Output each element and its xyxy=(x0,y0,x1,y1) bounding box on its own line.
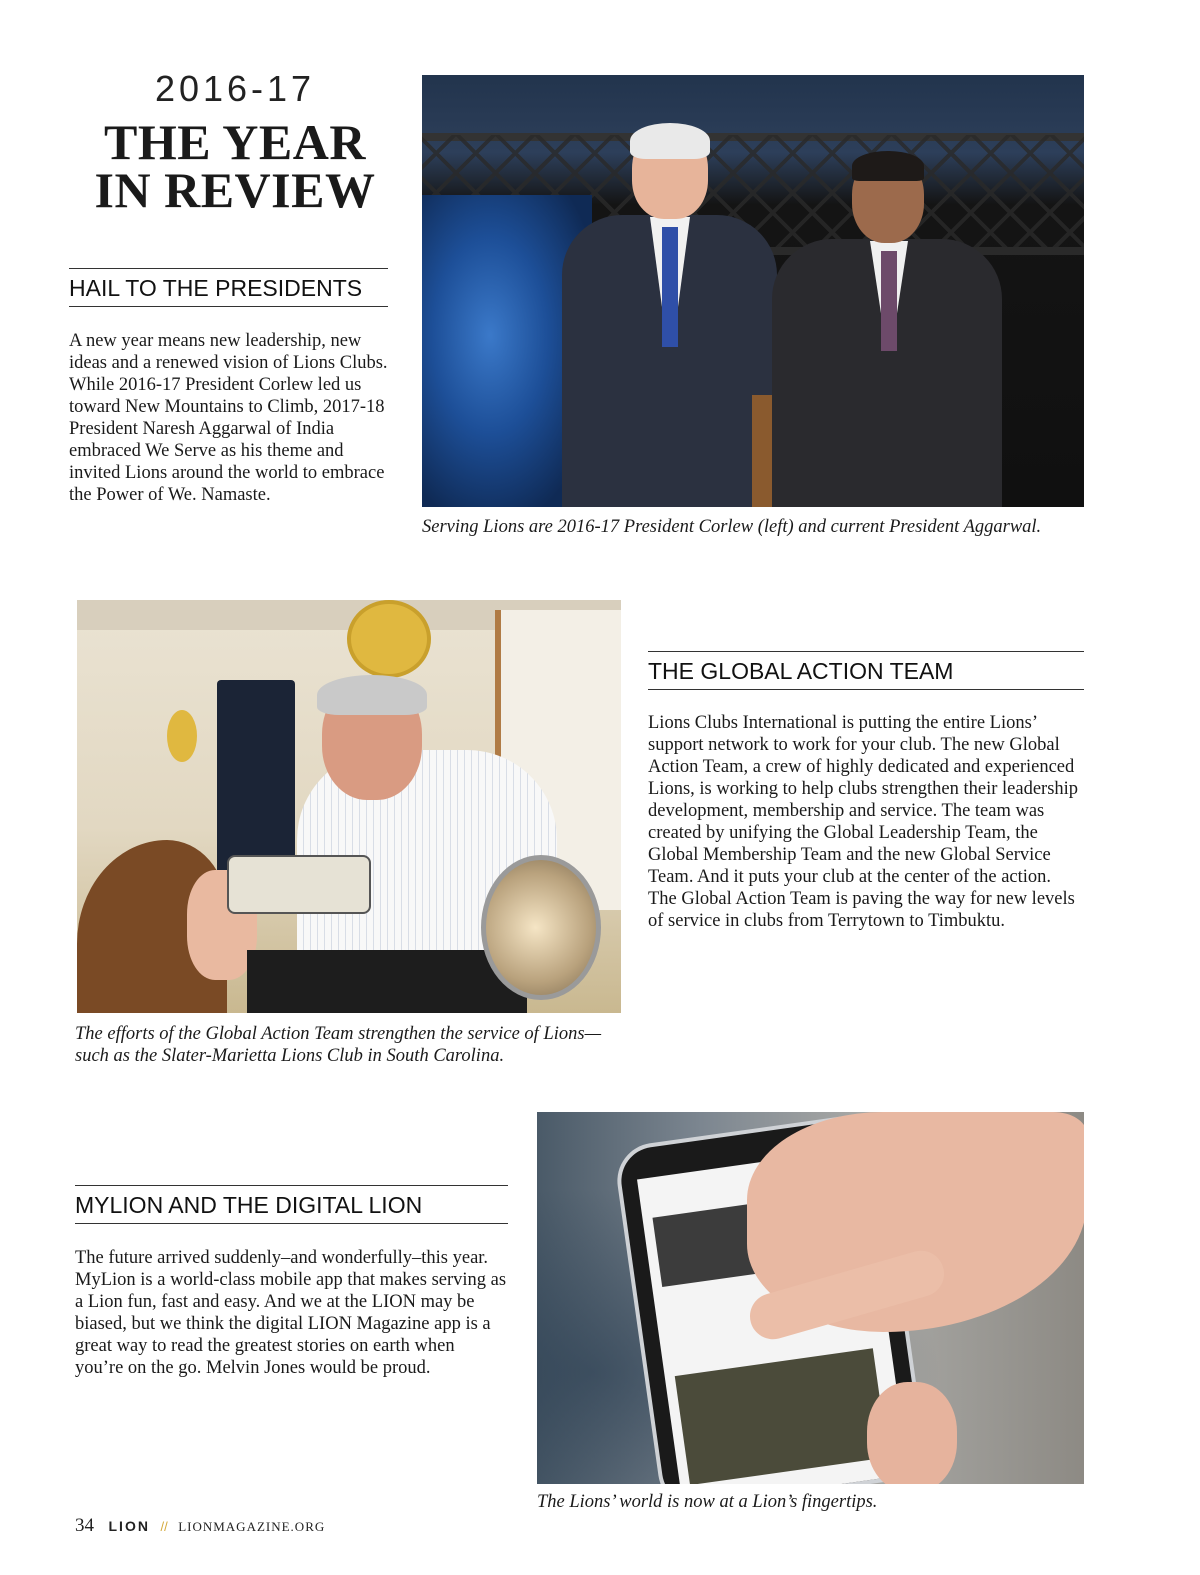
page-title xyxy=(70,114,400,218)
mylion-body: The future arrived suddenly–and wonderfully–this year. MyLion is a world-class mobile app that makes serving as a Lion fun, fast and easy. And we at the LION may be biased, but we think the digital LION Magazine app is a great way to read the greatest stories on earth when you’re on the go. Melvin Jones would be proud. xyxy=(75,1248,507,1378)
page-title-line-2: IN REVIEW xyxy=(94,162,376,218)
mylion-caption: The Lions’ world is now at a Lion’s fingertips. xyxy=(537,1492,878,1512)
global-action-caption: The efforts of the Global Action Team strengthen the service of Lions—such as the Slater-Marietta Lions Club in South Carolina. xyxy=(75,1024,602,1066)
page-title-line-1: THE YEAR xyxy=(104,114,366,170)
page-number: 34 xyxy=(75,1515,94,1536)
website-link[interactable]: LIONMAGAZINE.ORG xyxy=(178,1519,326,1534)
presidents-caption: Serving Lions are 2016-17 President Corlew (left) and current President Aggarwal. xyxy=(422,517,1042,537)
section-year: 2016-17 xyxy=(154,68,316,109)
footer-separator: // xyxy=(160,1519,168,1534)
global-action-heading: THE GLOBAL ACTION TEAM xyxy=(648,651,1084,690)
presidents-photo xyxy=(422,75,1084,507)
presidents-heading: HAIL TO THE PRESIDENTS xyxy=(69,268,388,307)
magazine-brand: LION xyxy=(108,1518,150,1534)
presidents-body: A new year means new leadership, new ideas and a renewed vision of Lions Clubs. While 2016-17 President Corlew led us toward New Mountains to Climb, 2017-18 President Naresh Aggarwal of India embraced We Serve as his theme and invited Lions around the world to embrace the Power of We. Namaste. xyxy=(69,331,388,505)
global-action-body: Lions Clubs International is putting the entire Lions’ support network to work for your club. The new Global Action Team, a crew of highly dedicated and experienced Lions, is working to help clubs strengthen their leadership development, membership and service. The team was created by unifying the Global Leadership Team, the Global Membership Team and the new Global Service Team. And it puts your club at the center of the action. The Global Action Team is paving the way for new levels of service in clubs from Terrytown to Timbuktu. xyxy=(648,713,1079,931)
mobile-app-photo xyxy=(537,1112,1084,1484)
mylion-heading: MYLION AND THE DIGITAL LION xyxy=(75,1185,508,1224)
page-footer xyxy=(75,1515,325,1537)
eye-exam-photo xyxy=(77,600,621,1013)
